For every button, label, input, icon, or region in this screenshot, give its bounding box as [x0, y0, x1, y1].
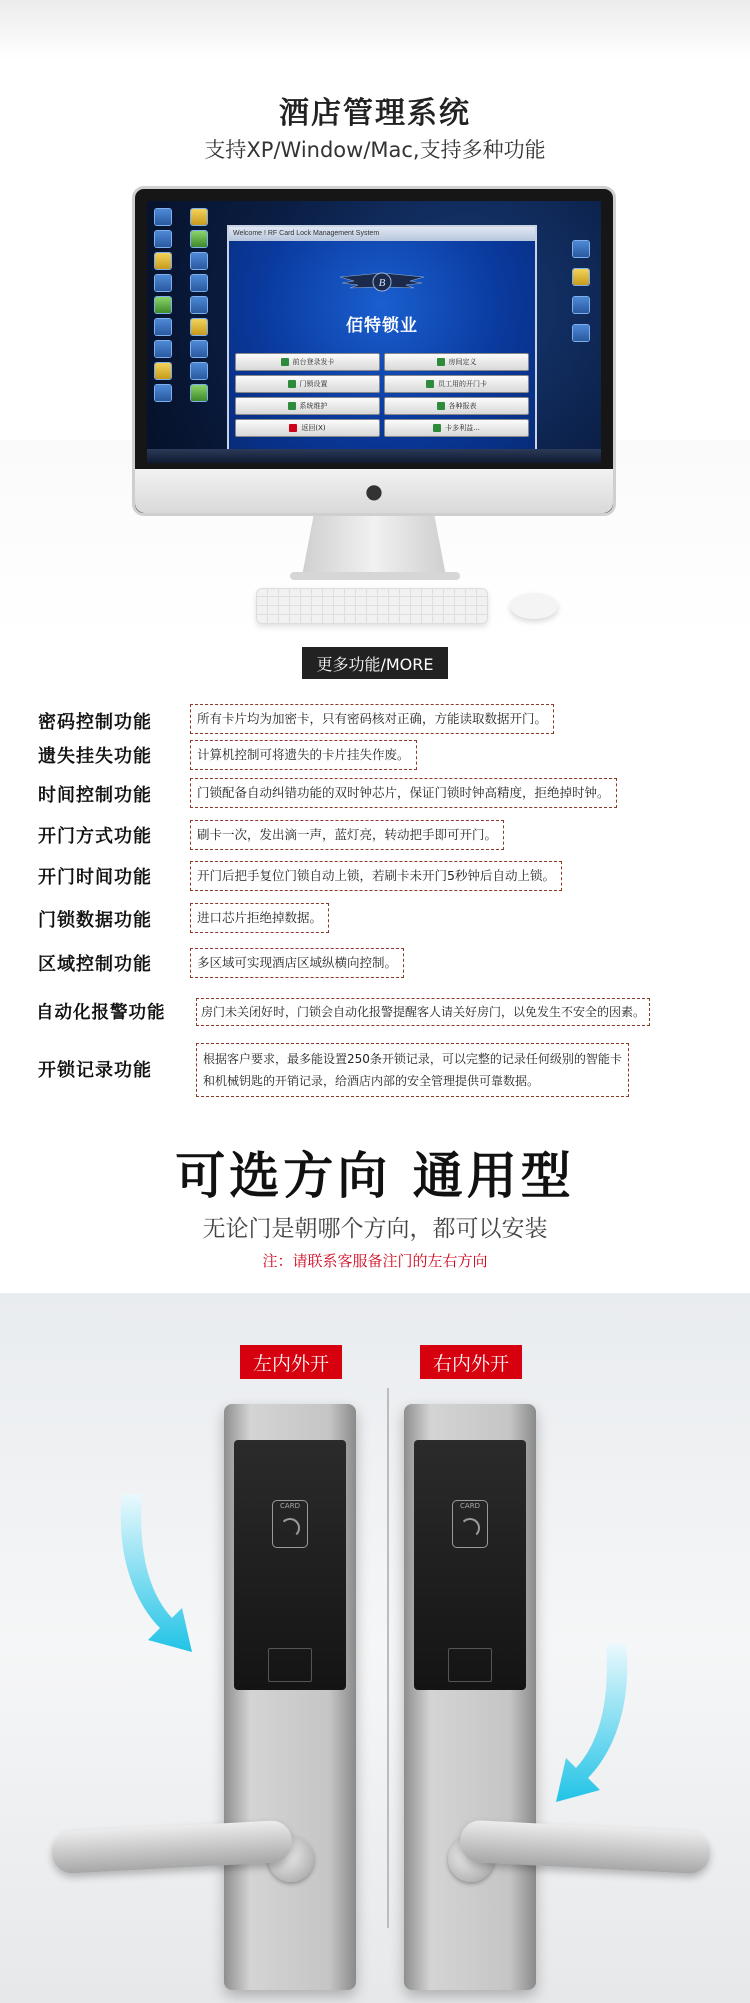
- feature-desc-data: 进口芯片拒绝掉数据。: [190, 903, 329, 933]
- key-slot: [448, 1648, 492, 1682]
- menu-button-front-desk[interactable]: 前台登录发卡: [235, 353, 380, 371]
- keyboard: [256, 588, 488, 624]
- report-icon: [437, 402, 445, 410]
- company-name: 佰特锁业: [346, 316, 418, 336]
- menu-button-lock-settings[interactable]: 门锁设置: [235, 375, 380, 393]
- imac-monitor: [132, 186, 616, 516]
- feature-desc-time: 门锁配备自动纠错功能的双时钟芯片，保证门锁时钟高精度，拒绝掉时钟。: [190, 778, 617, 808]
- feature-label-open-time: 开门时间功能: [38, 867, 152, 888]
- page-subtitle: 支持XP/Window/Mac,支持多种功能: [204, 138, 546, 162]
- feature-label-time: 时间控制功能: [38, 785, 152, 806]
- card-label: CARD: [280, 1502, 300, 1510]
- menu-button-grid: [235, 353, 529, 437]
- rfid-waves-icon: [460, 1518, 480, 1538]
- card-reader-panel: [414, 1440, 526, 1690]
- desktop-icons-right: [573, 241, 589, 341]
- feature-label-zone: 区域控制功能: [38, 954, 152, 975]
- feature-desc-record-line2: 和机械钥匙的开销记录，给酒店内部的安全管理提供可靠数据。: [203, 1074, 540, 1088]
- feature-desc-zone: 多区域可实现酒店区域纵横向控制。: [190, 948, 404, 978]
- desktop-icons: [155, 209, 225, 401]
- desktop-screen: [147, 201, 601, 463]
- top-band: [0, 0, 750, 60]
- mouse: [510, 593, 558, 619]
- house-icon: [437, 358, 445, 366]
- close-icon: [289, 424, 297, 432]
- left-direction-tag: 左内外开: [240, 1345, 342, 1379]
- key-slot: [268, 1648, 312, 1682]
- direction-note: 注：请联系客服备注门的左右方向: [262, 1252, 488, 1270]
- feature-desc-open-method: 刷卡一次，发出滴一声，蓝灯亮，转动把手即可开门。: [190, 820, 504, 850]
- menu-button-system-maintenance[interactable]: 系统维护: [235, 397, 380, 415]
- svg-text:B: B: [378, 277, 386, 289]
- gear-icon: [288, 402, 296, 410]
- feature-desc-record-line1: 根据客户要求，最多能设置250条开锁记录，可以完整的记录任何级别的智能卡: [203, 1052, 622, 1066]
- feature-desc-alarm: 房门未关闭好时，门锁会自动化报警提醒客人请关好房门，以免发生不安全的因素。: [196, 998, 650, 1026]
- feature-label-password: 密码控制功能: [38, 712, 152, 733]
- left-lock-plate: [224, 1404, 356, 1990]
- left-curve-arrow-icon: [108, 1490, 198, 1660]
- window-titlebar: Welcome ! RF Card Lock Management System: [229, 227, 535, 241]
- feature-desc-password: 所有卡片均为加密卡，只有密码核对正确，方能读取数据开门。: [190, 704, 554, 734]
- feature-label-record: 开锁记录功能: [38, 1060, 152, 1081]
- card-icon: [281, 358, 289, 366]
- menu-button-staff-card[interactable]: 员工用的开门卡: [384, 375, 529, 393]
- feature-desc-record: [196, 1043, 629, 1097]
- feature-label-open-method: 开门方式功能: [38, 826, 152, 847]
- lock-icon: [288, 380, 296, 388]
- rfid-waves-icon: [280, 1518, 300, 1538]
- menu-button-more[interactable]: 卡多利益...: [384, 419, 529, 437]
- direction-subtitle: 无论门是朝哪个方向，都可以安装: [202, 1216, 548, 1242]
- right-lock-plate: [404, 1404, 536, 1990]
- right-direction-tag: 右内外开: [420, 1345, 522, 1379]
- chat-icon: [433, 424, 441, 432]
- direction-title: 可选方向 通用型: [175, 1147, 575, 1205]
- feature-label-data: 门锁数据功能: [38, 910, 152, 931]
- lock-management-window: [227, 225, 537, 457]
- page-title: 酒店管理系统: [279, 96, 471, 131]
- feature-desc-open-time: 开门后把手复位门锁自动上锁，若刷卡未开门5秒钟后自动上锁。: [190, 861, 562, 891]
- person-icon: [426, 380, 434, 388]
- feature-desc-loss: 计算机控制可将遗失的卡片挂失作废。: [190, 740, 417, 770]
- feature-label-loss: 遗失挂失功能: [38, 746, 152, 767]
- monitor-chin: [135, 469, 613, 513]
- wings-logo-icon: [332, 269, 432, 295]
- window-body: [229, 241, 535, 455]
- card-label: CARD: [460, 1502, 480, 1510]
- more-features-button[interactable]: 更多功能/MORE: [302, 647, 448, 679]
- apple-logo-icon: ●: [365, 479, 383, 503]
- menu-button-exit[interactable]: 返回(X): [235, 419, 380, 437]
- monitor-base: [290, 572, 460, 580]
- center-divider: [387, 1388, 389, 1928]
- taskbar: [147, 449, 601, 463]
- card-reader-panel: [234, 1440, 346, 1690]
- menu-button-reports[interactable]: 各种报表: [384, 397, 529, 415]
- right-curve-arrow-icon: [550, 1640, 640, 1810]
- monitor-stand: [302, 516, 446, 576]
- menu-button-room-define[interactable]: 房间定义: [384, 353, 529, 371]
- feature-label-alarm: 自动化报警功能: [36, 1003, 166, 1023]
